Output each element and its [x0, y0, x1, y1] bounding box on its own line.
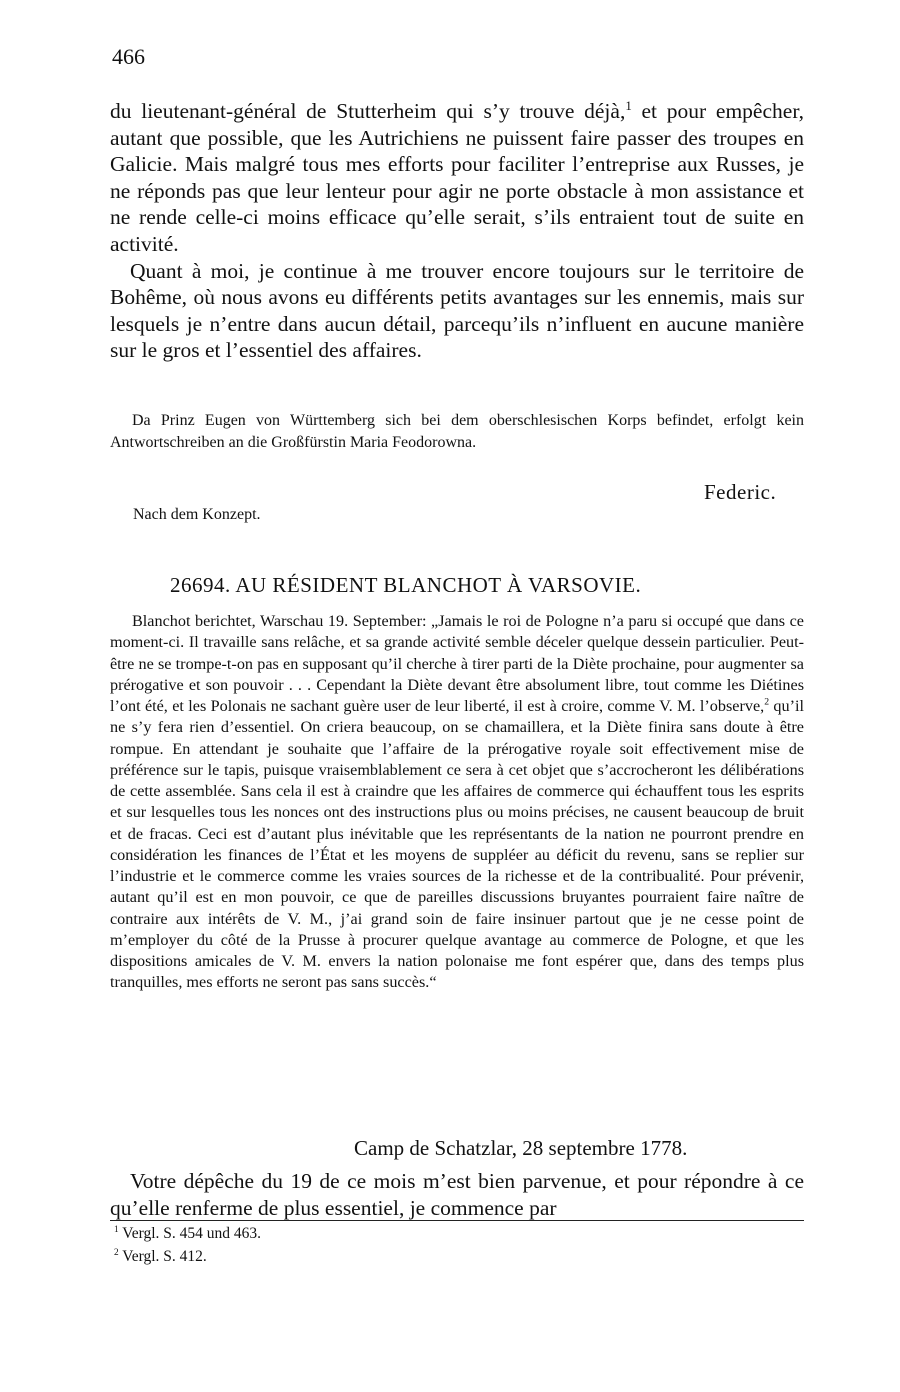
letter-paragraph-1 [110, 98, 804, 258]
report-text-end: qu’il ne s’y fera rien d’essentiel. On criera beaucoup, on se chamaillera, et la Diète finira sans doute à être rompue. En attendant je souhaite que l’affaire de la prérogative royale soit effectivement mise de préférence sur le tapis, puisque vraisemblablement ce sera à cet objet que s’accrocheront les délibérations de cette assemblée. Sans cela il est à craindre que les affaires de commerce qui échauffent tous les esprits et sur lesquelles tous les nonces ont des instructions plus ou moins précises, ne causent beaucoup de bruit et de fracas. Ceci est d’autant plus inévitable que les représentants de la nation ne pourront prendre en considération les finances de l’État et les moyens de suppléer au déficit du revenu, sans se replier sur l’industrie et le commerce comme les vraies sources de la richesse et de la contribualité. Pour prévenir, autant qu’il est en mon pouvoir, ce que de pareilles discussions bruyantes pourraient faire naître de contraire aux intérêts de V. M., j’ai grand soin de faire insinuer partout que je ne cesse point de m’employer du côté de la Prusse à procurer quelque avantage au commerce de Pologne, et que les dispositions amicales de V. M. envers la nation polonaise me font espérer que, dans des temps plus tranquilles, mes efforts ne seront pas sans succès.“ [110, 697, 805, 992]
dateline: Camp de Schatzlar, 28 septembre 1778. [354, 1136, 688, 1160]
footnote-2-mark: 2 [114, 1247, 119, 1258]
footnote-divider [110, 1220, 804, 1221]
editor-note: Da Prinz Eugen von Württemberg sich bei dem oberschlesischen Korps befindet, erfolgt kein Antwortschreiben an die Großfürstin Maria Feodorowna. [110, 412, 804, 451]
letter-paragraph-2: Quant à moi, je continue à me trouver encore toujours sur le territoire de Bohême, où nous avons eu différents petits avantages sur les ennemis, mais sur lesquels je n’entre dans aucun détail, parcequ’ils n’influent en aucune manière sur le gros et l’essentiel des affaires. [110, 258, 804, 363]
footnote-ref-1: 1 [625, 98, 632, 113]
source-note: Nach dem Konzept. [133, 506, 261, 523]
document-heading: 26694. AU RÉSIDENT BLANCHOT À VARSOVIE. [170, 573, 642, 597]
letter-opening: Votre dépêche du 19 de ce mois m’est bien parvenue, et pour répondre à ce qu’elle renferme de plus essentiel, je commence par [110, 1169, 804, 1220]
paragraph1-text-start: du lieutenant-général de Stutterheim qui s’y trouve déjà, [110, 99, 626, 123]
footnote-2 [114, 1248, 207, 1266]
letter-continuation [110, 98, 804, 364]
footnote-1-mark: 1 [114, 1224, 119, 1235]
footnote-2-text: Vergl. S. 412. [122, 1248, 207, 1265]
page-number: 466 [112, 44, 145, 69]
footnote-ref-2: 2 [764, 696, 770, 708]
paragraph1-text-end: et pour empêcher, autant que possible, que les Autrichiens ne puissent faire passer des troupes en Galicie. Mais malgré tous mes efforts pour faciliter l’entreprise aux Russes, je ne réponds pas que leur lenteur pour agir ne porte obstacle à mon assistance et ne rende celle-ci moins efficace qu’elle serait, s’ils entraient tout de suite en activité. [110, 99, 804, 256]
footnote-1-text: Vergl. S. 454 und 463. [122, 1225, 262, 1242]
report-summary [110, 611, 804, 994]
report-text-start: Blanchot berichtet, Warschau 19. September: „Jamais le roi de Pologne n’a paru si occupé que dans ce moment-ci. Il travaille sans relâche, et sa grande activité semble déceler quelque dessein particulier. Peut-être ne se trompe-t-on pas en supposant qu’il cherche à tirer parti de la Diète prochaine, pour augmenter sa prérogative et son pouvoir . . . Cependant la Diète devant être absolument libre, tout comme les Diétines l’ont été, et les Polonais ne sachant guère user de leur liberté, il est à croire, comme V. M. l’observe, [110, 612, 804, 715]
footnote-1 [114, 1225, 261, 1243]
signature: Federic. [704, 480, 777, 504]
